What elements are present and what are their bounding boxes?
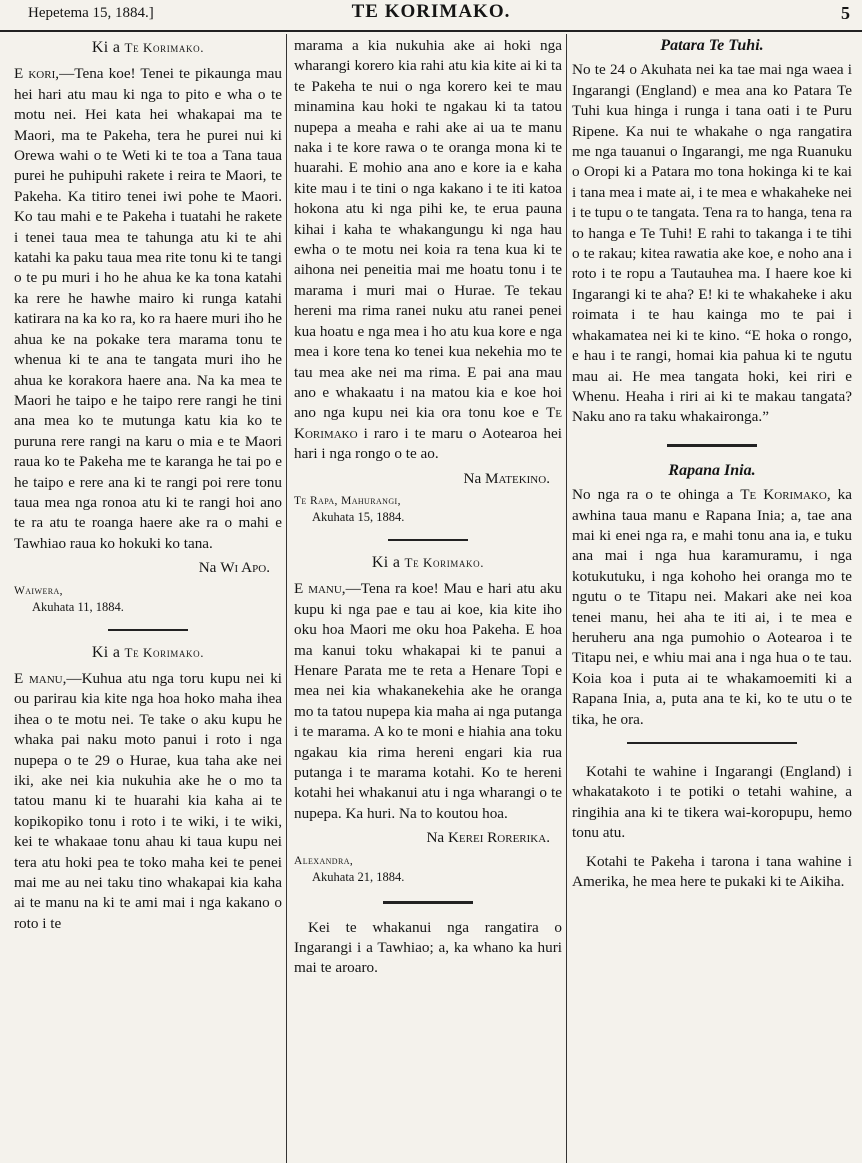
article-body: No te 24 o Akuhata nei ka tae mai nga waea i Ingarangi (England) e mea ana ko Patara Te Tuhi kua hinga i runga i tana oati i te Puru Ripene. Ka nui te whakahe o nga rangatira me nga tauanui o Ingarangi, me nga Ruanuku o Oropi ki a Patara mo tona hokinga ki te kai i tana mea i mate ai, i te mea e whakaheke nei i te tupu o te tangata. Tena ra to hanga, tena ra to hanga e Te Tuhi! E rahi to takanga i te tihi o te rakau; kitea rawatia ake koe, e noho ana i roto i te ropu a Tautauhea ma. I haere koe ki Ingarangi ki te aha? E! ki te whakaheke i aku roimata i te hau kainga mo te pai i whakamatea nei ki te kino. “E hoka o rongo, e hau i te rangi, homai kia pahua ki te ngutu mau ai. He mea tangata hoki, kei riri e Whenu. Heaha i riri ai ki te makau tangata? Naku ano ra taku whakaironga.” — [572, 61, 852, 426]
letter-body: E kori,—Tena koe! Tenei te pikaunga mau hei hari atu mau ki nga to pito e wha o te motu nei. Hei kata hei whakapai ma te Maori, ma te Pakeha, tera he purei nui ki Orewa wahi o te Weti ki te toa a Tana taua purei he puhipuhi rakete i reira te Maori, te Pakeha. Ka titiro tenei iwi pohe te Maori. Ko tau mahi e te Pakeha i tuatahi he rakete i tenei taua mea te tahunga atu ki te ahi katahi ka paku taua mea rite tonu ki te tangi o te pu muri i ho he ahua ke ka tona katahi ka rere he hawhe mairo ki runga katahi katirara na ka ko ra, ko ra haere muri iho he ahua ke na pokake tera marama tonu te whenua ki te ana te tangata muri iho he ahua ke korakora haere ana. Na ka mea te Maori he taipo e he taipo rere rangi he tini ana mea ko te mutunga katu kia ko te puruna rere rangi na karu o mia e te Maori raua ko te Pakeha me te karanga he tai po e he taipo e rere ana ki te rangi poi rere tonu taua mea nga ronoa atu ki te rangi hoi ano te ra atu te roanga haere ake ra o mahi e Tawhiao raua ko hokuki ko tana. — [14, 65, 282, 552]
article-heading: Rapana Inia. — [668, 461, 756, 479]
page-number: 5 — [841, 3, 850, 23]
signature: Na Wi Apo. — [198, 559, 270, 577]
article-body: No nga ra o te ohinga a Te Korimako, ka awhina taua manu e Rapana Inia; a, tae ana mai ki enei nga ra, e mahi tonu ana ia, e tuku ana mai i nga hua karamuramu, i nga kotukutuku, i nga kohoho hei oranga mo te ngutu o te Titapu nei. Makari ake nei koa tenei manu, hei aha te iti ai, i te mea e heruheru ana nga pumohio o Aotearoa i te Titapu nei, e whiu mai ana i nga hua o te tau. Koia koa i puta ai te whakamoemiti ki a Rapana Inia, a, puta ana te ki, ko te utu o te tika, he ora. — [572, 486, 852, 728]
newspaper-title: TE KORIMAKO. — [351, 1, 511, 22]
section-divider — [383, 901, 473, 904]
dateline-date: Akuhata 15, 1884. — [312, 509, 405, 524]
news-item: Kotahi te wahine i Ingarangi (England) i whakatakoto i te potiki o tetahi wahine, a ringihia ana ki te tikera wai-koropupu, hemo tonu atu. — [572, 763, 852, 842]
news-item: Kei te whakanui nga rangatira o Ingarangi i a Tawhiao; a, ka whano ka huri mai te aroaro. — [294, 918, 562, 977]
signature: Na Matekino. — [463, 469, 550, 487]
issue-date: Hepetema 15, 1884.] — [28, 5, 154, 21]
letter-heading: Ki a Te Korimako. — [91, 39, 205, 56]
dateline-date: Akuhata 21, 1884. — [312, 869, 405, 884]
salutation: E manu, — [14, 669, 67, 687]
letter-body: E manu,—Kuhua atu nga toru kupu nei ki ou parirau kia kite nga hoa hoko maha ihea ihea o te motu nei. Te take o aku kupu he whaka pai naku moto panui i roto i nga nupepa o te 29 o Hurae, kua taha ake nei iki, ake nei kia nukuhia ake he o mo ta tatou manu ki te huarahi kia kaha ai te kopikopiko tonu i roto i te wiki, i te wiki, kei te whakaae tonu ahau ki taua kupu nei tera atu hoki pea te toko maha kei te penei mai me au nei taku tino whakapai kia kaha ai te manu na ki te ami mai i nga kakano o roto i te — [14, 669, 282, 932]
news-item: Kotahi te Pakeha i tarona i tana wahine i Amerika, he mea here te pukaki ki te Aikiha. — [572, 852, 852, 891]
salutation: E kori, — [14, 65, 60, 83]
dateline-place: Alexandra, — [294, 854, 354, 867]
article-heading: Patara Te Tuhi. — [660, 37, 764, 54]
signature: Na Kerei Rorerika. — [426, 829, 550, 847]
letter-body: E manu,—Tena ra koe! Mau e hari atu aku kupu ki nga pae e tau ai koe, kia kite iho oku hoa Maori me oku hoa Pakeha. E hoa ma kanui toku whakapai ki te panui a Henare Parata me te reta a Henare Topi e mea nei kia whakanekehia ake he oranga mo ta tatou nupepa kia maha ai nga putanga i te marama. A ko te moni e hiahia ana toku ngakau kia rima hereni engari kia rua putanga i te marama kotahi. Ko te hereni kotahi hei whakanui atu i nga wharangi o te nupepa. Ka huri. Na to koutou hoa. — [294, 580, 562, 822]
dateline-date: Akuhata 11, 1884. — [32, 599, 124, 614]
letter-heading: Ki a Te Korimako. — [91, 643, 205, 661]
section-divider — [108, 629, 188, 631]
dateline-place: Te Rapa, Mahurangi, — [294, 494, 401, 507]
salutation: E manu, — [294, 580, 346, 598]
column-2 — [294, 36, 562, 1163]
column-1 — [14, 36, 282, 1163]
section-divider — [667, 444, 757, 447]
dateline-place: Waiwera, — [14, 584, 63, 597]
section-divider — [388, 539, 468, 541]
column-rule — [566, 34, 567, 1163]
masthead — [0, 0, 862, 32]
section-divider — [627, 742, 797, 744]
letter-body-continued: marama a kia nukuhia ake ai hoki nga wharangi korero kia rahi atu kia kite ai ki ta te Pakeha te nui o nga korero kei te mau minamina kau hoki te ngakau ki ta tatou nupepa a meaha e rahi ake ai ua te manu naka i te kore rawa o te oranga mona ki te huarahi. E mohio ana ano e kore ia e kaha kite mau i te tini o nga kakano i te iti katoa hokona atu ki nga pihi ke, te erua pauna kihai i kaha te whakangungu ki nga hau ewha o te motu nei koia ra tena kua ki te aihona nei peneitia mai me hoatu tonu i te marama i muri mai o Hurae. Te tekau hereni ma rima ranei nuku atu ranei penei kua hoatu e nga mea i ho atu kua kore e nga mea i kore tena ko tenei kua nekehia mo te tau mea ake nei ma rima. E pai ana mau ano e whakaatu i na matou kia e koe hoi ano nga kupu nei kia ora tonu koe e Te Korimako i raro i te maru o Aotearoa hei hari i nga rongo o te ao. — [294, 37, 562, 463]
column-rule — [286, 34, 287, 1163]
column-3 — [572, 36, 852, 1163]
letter-heading: Ki a Te Korimako. — [371, 553, 485, 571]
